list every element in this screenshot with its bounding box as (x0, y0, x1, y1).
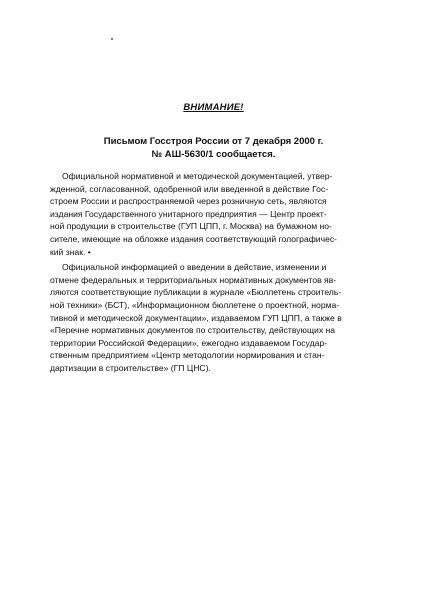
paragraph-official-documentation: Официальной нормативной и методической документацией, утвер- жденной, согласованной, одобренной или введенной в действие Гос- строем России и распространяемой через розничную сеть, являются издания Государственного унитарного предприятия — Центр проект- ной продукции в строительстве (ГУП ЦПП, г. Москва) на бумажном но- сителе, имеющие на обложке издания соответствующий голографичес- кий знак. • (50, 171, 338, 257)
notice-body (50, 170, 380, 378)
subheading-line-1: Письмом Госстроя России от 7 декабря 2000 г. (103, 136, 324, 147)
paragraph-official-information: Официальной информацией о введении в действие, изменении и отмене федеральных и территориальных нормативных документов яв- ляются соответствующие публикации в журнале «Бюллетень строитель- ной техники» (БСТ), «Информационном бюллетене о проектной, норма- тивной и методической документации», издаваемом ГУП ЦПП, а также в «Перечне нормативных документов по строительству, действующих на территории Российской Федерации», ежегодно издаваемом Государ- ственным предприятием «Центр методологии нормирования и стан- дартизации в строительстве» (ГП ЦНС). (50, 262, 342, 373)
scan-speck (111, 38, 113, 40)
notice-heading: ВНИМАНИЕ! (183, 102, 244, 113)
notice-subheading (60, 135, 367, 161)
subheading-line-2: № АШ-5630/1 сообщается. (151, 149, 276, 160)
